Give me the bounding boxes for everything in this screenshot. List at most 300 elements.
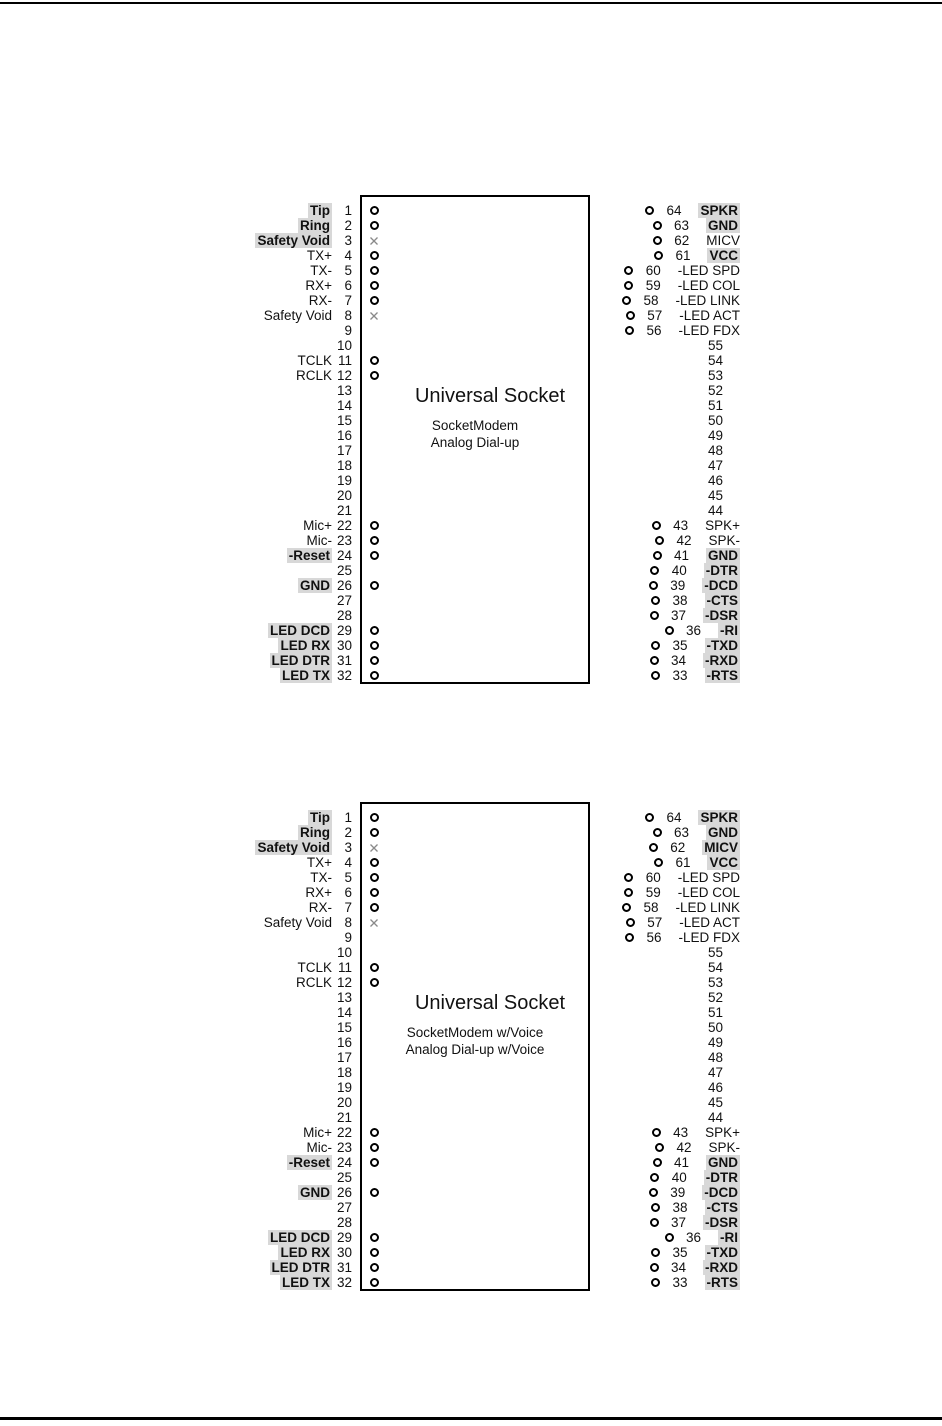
- right-pin-number: 34: [671, 1260, 687, 1275]
- left-pin-label: GND: [300, 578, 330, 593]
- right-pin-number: 57: [647, 915, 663, 930]
- right-pin-number: 48: [708, 1050, 724, 1065]
- pin-row: [200, 1275, 740, 1290]
- right-pin-label: -RXD: [705, 1260, 738, 1275]
- right-pin-label: -DSR: [705, 608, 738, 623]
- pin-row: [200, 960, 740, 975]
- right-pin-number: 61: [675, 248, 691, 263]
- left-pin-number: 2: [344, 825, 352, 840]
- left-pin-label: LED RX: [280, 638, 330, 653]
- left-pin-label: Safety Void: [263, 915, 332, 930]
- right-pin-label: -DCD: [704, 1185, 738, 1200]
- pin-hole-icon: [370, 813, 379, 822]
- left-pin-number: 23: [336, 1140, 352, 1155]
- left-pin-symbol: [352, 1233, 396, 1242]
- pin-x-icon: [369, 236, 379, 246]
- pin-row: [200, 323, 740, 338]
- left-pin-label: RX-: [308, 900, 332, 915]
- left-pin-number: 20: [336, 1095, 352, 1110]
- left-pin-symbol: [352, 1278, 396, 1287]
- pin-row: [200, 1245, 740, 1260]
- pin-row: [200, 1065, 740, 1080]
- pin-hole-icon: [651, 1278, 660, 1287]
- right-pin-label: -CTS: [706, 1200, 738, 1215]
- left-pin-number: 25: [336, 563, 352, 578]
- right-pin-label: -RTS: [706, 1275, 738, 1290]
- pinout-diagram-socketmodem-voice: [200, 802, 740, 1291]
- left-pin-number: 27: [336, 593, 352, 608]
- pin-hole-icon: [645, 206, 654, 215]
- left-pin-number: 10: [336, 945, 352, 960]
- left-pin-symbol: [352, 311, 396, 321]
- pin-hole-icon: [653, 828, 662, 837]
- left-pin-number: 12: [336, 975, 352, 990]
- right-pin-number: 43: [673, 518, 689, 533]
- right-pin-number: 63: [674, 218, 690, 233]
- left-pin-label: LED DTR: [271, 653, 330, 668]
- right-pin-symbol: [634, 641, 678, 650]
- left-pin-number: 17: [336, 1050, 352, 1065]
- pin-row: [200, 218, 740, 233]
- right-pin-label: -RI: [720, 623, 738, 638]
- right-pin-label: SPKR: [700, 203, 738, 218]
- pin-row: [200, 353, 740, 368]
- pin-hole-icon: [370, 206, 379, 215]
- left-pin-symbol: [352, 296, 396, 305]
- left-pin-number: 1: [344, 203, 352, 218]
- right-pin-number: 36: [686, 1230, 702, 1245]
- left-pin-number: 14: [336, 1005, 352, 1020]
- pin-hole-icon: [370, 641, 379, 650]
- right-pin-symbol: [636, 251, 680, 260]
- pin-hole-icon: [665, 1233, 674, 1242]
- left-pin-number: 26: [336, 578, 352, 593]
- pin-row: [200, 885, 740, 900]
- left-pin-symbol: [352, 371, 396, 380]
- right-pin-symbol: [635, 236, 679, 245]
- right-pin-symbol: [631, 581, 675, 590]
- right-pin-number: 34: [671, 653, 687, 668]
- left-pin-number: 22: [336, 518, 352, 533]
- left-pin-label: TX-: [310, 263, 332, 278]
- left-pin-number: 16: [336, 1035, 352, 1050]
- right-pin-label: -LED LINK: [675, 293, 740, 308]
- left-pin-label: RCLK: [295, 368, 332, 383]
- pin-row: [200, 1110, 740, 1125]
- left-pin-symbol: [352, 626, 396, 635]
- left-pin-label: Tip: [310, 203, 330, 218]
- left-pin-number: 31: [336, 1260, 352, 1275]
- socket-subtitle: [360, 1024, 590, 1058]
- right-pin-number: 40: [671, 1170, 687, 1185]
- left-pin-number: 18: [336, 458, 352, 473]
- left-pin-label: RCLK: [295, 975, 332, 990]
- pin-row: [200, 1155, 740, 1170]
- pin-row: [200, 653, 740, 668]
- left-pin-label: RX-: [308, 293, 332, 308]
- right-pin-label: -TXD: [706, 1245, 738, 1260]
- pin-row: [200, 548, 740, 563]
- right-pin-number: 55: [708, 338, 724, 353]
- pin-hole-icon: [653, 1158, 662, 1167]
- right-pin-number: 48: [708, 443, 724, 458]
- pinout-diagram-socketmodem: [200, 195, 740, 684]
- pin-hole-icon: [654, 251, 663, 260]
- pin-row: [200, 308, 740, 323]
- socket-subtitle: [360, 417, 590, 451]
- left-pin-number: 12: [336, 368, 352, 383]
- left-pin-symbol: [352, 1128, 396, 1137]
- pin-row: [200, 1230, 740, 1245]
- left-pin-number: 21: [336, 1110, 352, 1125]
- right-pin-label: VCC: [709, 248, 738, 263]
- pin-row: [200, 293, 740, 308]
- right-pin-symbol: [607, 888, 651, 897]
- left-pin-symbol: [352, 873, 396, 882]
- right-pin-number: 54: [708, 960, 724, 975]
- left-pin-number: 15: [336, 413, 352, 428]
- pin-hole-icon: [645, 813, 654, 822]
- right-pin-symbol: [634, 521, 678, 530]
- pin-hole-icon: [649, 843, 658, 852]
- right-pin-symbol: [636, 858, 680, 867]
- left-pin-symbol: [352, 641, 396, 650]
- right-pin-number: 35: [672, 638, 688, 653]
- pin-hole-icon: [650, 1263, 659, 1272]
- right-pin-symbol: [634, 1128, 678, 1137]
- right-pin-symbol: [627, 813, 671, 822]
- left-pin-number: 27: [336, 1200, 352, 1215]
- right-pin-number: 46: [708, 1080, 724, 1095]
- left-pin-symbol: [352, 963, 396, 972]
- right-pin-label: -LED SPD: [677, 263, 740, 278]
- right-pin-number: 62: [674, 233, 690, 248]
- pin-row: [200, 825, 740, 840]
- left-pin-number: 10: [336, 338, 352, 353]
- right-pin-number: 51: [708, 1005, 724, 1020]
- left-pin-number: 28: [336, 608, 352, 623]
- left-pin-number: 9: [344, 323, 352, 338]
- pin-hole-icon: [370, 828, 379, 837]
- right-pin-number: 43: [673, 1125, 689, 1140]
- left-pin-label: LED TX: [281, 1275, 330, 1290]
- pin-hole-icon: [370, 858, 379, 867]
- left-pin-number: 3: [344, 840, 352, 855]
- left-pin-label: Mic-: [306, 533, 332, 548]
- left-pin-label: RX+: [305, 885, 332, 900]
- right-pin-label: GND: [708, 1155, 738, 1170]
- left-pin-number: 8: [344, 308, 352, 323]
- pin-row: [200, 840, 740, 855]
- pin-hole-icon: [370, 963, 379, 972]
- socket-title: Universal Socket: [414, 992, 566, 1014]
- right-pin-number: 47: [708, 458, 724, 473]
- pin-hole-icon: [370, 536, 379, 545]
- right-pin-number: 61: [675, 855, 691, 870]
- pin-hole-icon: [370, 1263, 379, 1272]
- pin-hole-icon: [370, 626, 379, 635]
- pin-x-icon: [369, 918, 379, 928]
- left-pin-number: 21: [336, 503, 352, 518]
- subtitle-line: Analog Dial-up: [430, 435, 520, 450]
- left-pin-symbol: [352, 656, 396, 665]
- right-pin-label: -DCD: [704, 578, 738, 593]
- right-pin-label: SPK+: [705, 518, 740, 533]
- pin-row: [200, 1125, 740, 1140]
- right-pin-number: 56: [646, 323, 662, 338]
- right-pin-label: -LED FDX: [678, 930, 740, 945]
- left-pin-label: Mic+: [303, 1125, 332, 1140]
- left-pin-number: 7: [344, 900, 352, 915]
- pin-hole-icon: [650, 1173, 659, 1182]
- right-pin-number: 42: [676, 1140, 692, 1155]
- right-pin-number: 62: [670, 840, 686, 855]
- left-pin-symbol: [352, 888, 396, 897]
- pin-hole-icon: [626, 311, 635, 320]
- pin-hole-icon: [653, 551, 662, 560]
- right-pin-symbol: [631, 843, 675, 852]
- pin-hole-icon: [649, 581, 658, 590]
- pin-row: [200, 248, 740, 263]
- right-pin-label: -RTS: [706, 668, 738, 683]
- pin-hole-icon: [624, 281, 633, 290]
- left-pin-label: Tip: [310, 810, 330, 825]
- left-pin-label: LED DCD: [270, 623, 330, 638]
- right-pin-number: 52: [708, 383, 724, 398]
- pin-row: [200, 458, 740, 473]
- left-pin-number: 22: [336, 1125, 352, 1140]
- right-pin-number: 60: [645, 263, 661, 278]
- left-pin-label: Safety Void: [257, 840, 330, 855]
- left-pin-label: Mic+: [303, 518, 332, 533]
- pin-row: [200, 1080, 740, 1095]
- right-pin-label: -LED COL: [677, 278, 740, 293]
- right-pin-number: 45: [708, 1095, 724, 1110]
- pin-row: [200, 1215, 740, 1230]
- left-pin-label: TCLK: [297, 960, 332, 975]
- left-pin-label: Ring: [300, 825, 330, 840]
- right-pin-label: -DSR: [705, 1215, 738, 1230]
- left-pin-symbol: [352, 236, 396, 246]
- right-pin-number: 38: [672, 593, 688, 608]
- pin-hole-icon: [653, 221, 662, 230]
- left-pin-label: TCLK: [297, 353, 332, 368]
- pin-hole-icon: [370, 581, 379, 590]
- right-pin-number: 39: [670, 1185, 686, 1200]
- left-pin-number: 3: [344, 233, 352, 248]
- right-pin-symbol: [632, 1218, 676, 1227]
- right-pin-label: MICV: [704, 840, 738, 855]
- left-pin-number: 20: [336, 488, 352, 503]
- left-pin-number: 31: [336, 653, 352, 668]
- left-pin-label: Safety Void: [257, 233, 330, 248]
- right-pin-label: VCC: [709, 855, 738, 870]
- right-pin-number: 53: [708, 975, 724, 990]
- right-pin-number: 47: [708, 1065, 724, 1080]
- right-pin-symbol: [635, 828, 679, 837]
- left-pin-number: 13: [336, 383, 352, 398]
- left-pin-number: 6: [344, 885, 352, 900]
- left-pin-label: TX-: [310, 870, 332, 885]
- right-pin-number: 53: [708, 368, 724, 383]
- left-pin-symbol: [352, 251, 396, 260]
- pin-row: [200, 518, 740, 533]
- right-pin-symbol: [634, 1278, 678, 1287]
- right-pin-number: 33: [672, 668, 688, 683]
- pin-hole-icon: [650, 566, 659, 575]
- pin-row: [200, 1185, 740, 1200]
- right-pin-symbol: [608, 311, 652, 320]
- pin-hole-icon: [651, 1203, 660, 1212]
- pin-row: [200, 563, 740, 578]
- left-pin-number: 29: [336, 1230, 352, 1245]
- left-pin-number: 19: [336, 1080, 352, 1095]
- pin-hole-icon: [370, 281, 379, 290]
- right-pin-symbol: [607, 281, 651, 290]
- left-pin-symbol: [352, 266, 396, 275]
- left-pin-symbol: [352, 221, 396, 230]
- pin-hole-icon: [370, 1143, 379, 1152]
- right-pin-label: -LED ACT: [679, 915, 740, 930]
- pin-hole-icon: [654, 858, 663, 867]
- left-pin-symbol: [352, 1143, 396, 1152]
- left-pin-symbol: [352, 551, 396, 560]
- right-pin-label: GND: [708, 218, 738, 233]
- left-pin-number: 23: [336, 533, 352, 548]
- left-pin-symbol: [352, 828, 396, 837]
- right-pin-symbol: [637, 536, 681, 545]
- right-pin-number: 52: [708, 990, 724, 1005]
- pin-hole-icon: [622, 296, 631, 305]
- left-pin-number: 4: [344, 248, 352, 263]
- pin-row: [200, 203, 740, 218]
- right-pin-symbol: [634, 1203, 678, 1212]
- pin-row: [200, 638, 740, 653]
- left-pin-label: Safety Void: [263, 308, 332, 323]
- right-pin-symbol: [632, 611, 676, 620]
- pin-row: [200, 533, 740, 548]
- left-pin-number: 8: [344, 915, 352, 930]
- pin-hole-icon: [649, 1188, 658, 1197]
- pin-row: [200, 855, 740, 870]
- pin-row: [200, 593, 740, 608]
- right-pin-symbol: [633, 566, 677, 575]
- left-pin-label: LED TX: [281, 668, 330, 683]
- left-pin-number: 14: [336, 398, 352, 413]
- right-pin-label: SPK-: [708, 533, 740, 548]
- right-pin-number: 59: [645, 278, 661, 293]
- left-pin-symbol: [352, 536, 396, 545]
- left-pin-symbol: [352, 918, 396, 928]
- right-pin-label: -DTR: [705, 563, 738, 578]
- right-pin-label: MICV: [706, 233, 740, 248]
- left-pin-number: 30: [336, 1245, 352, 1260]
- pin-row: [200, 368, 740, 383]
- pin-hole-icon: [652, 521, 661, 530]
- left-pin-label: Mic-: [306, 1140, 332, 1155]
- right-pin-number: 60: [645, 870, 661, 885]
- right-pin-symbol: [604, 903, 648, 912]
- pin-hole-icon: [624, 888, 633, 897]
- right-pin-number: 57: [647, 308, 663, 323]
- right-pin-number: 41: [674, 548, 690, 563]
- left-pin-number: 1: [344, 810, 352, 825]
- right-pin-number: 58: [643, 900, 659, 915]
- pin-row: [200, 503, 740, 518]
- right-pin-number: 54: [708, 353, 724, 368]
- pin-hole-icon: [370, 1233, 379, 1242]
- left-pin-label: Ring: [300, 218, 330, 233]
- pin-row: [200, 623, 740, 638]
- pin-row: [200, 578, 740, 593]
- pin-row: [200, 668, 740, 683]
- right-pin-number: 36: [686, 623, 702, 638]
- left-pin-number: 13: [336, 990, 352, 1005]
- left-pin-label: GND: [300, 1185, 330, 1200]
- pin-x-icon: [369, 311, 379, 321]
- left-pin-number: 4: [344, 855, 352, 870]
- right-pin-number: 58: [643, 293, 659, 308]
- right-pin-symbol: [631, 1188, 675, 1197]
- pin-hole-icon: [370, 221, 379, 230]
- pin-hole-icon: [655, 536, 664, 545]
- left-pin-number: 28: [336, 1215, 352, 1230]
- right-pin-symbol: [607, 326, 651, 335]
- right-pin-symbol: [632, 656, 676, 665]
- pin-hole-icon: [651, 596, 660, 605]
- right-pin-label: -LED COL: [677, 885, 740, 900]
- left-pin-symbol: [352, 813, 396, 822]
- right-pin-number: 38: [672, 1200, 688, 1215]
- pin-hole-icon: [651, 641, 660, 650]
- left-pin-number: 25: [336, 1170, 352, 1185]
- right-pin-number: 51: [708, 398, 724, 413]
- right-pin-symbol: [647, 626, 691, 635]
- pin-hole-icon: [370, 1278, 379, 1287]
- right-pin-number: 59: [645, 885, 661, 900]
- pin-row: [200, 1170, 740, 1185]
- pin-row: [200, 915, 740, 930]
- left-pin-symbol: [352, 858, 396, 867]
- pin-hole-icon: [651, 1248, 660, 1257]
- right-pin-number: 46: [708, 473, 724, 488]
- left-pin-symbol: [352, 356, 396, 365]
- pin-hole-icon: [622, 903, 631, 912]
- pin-row: [200, 473, 740, 488]
- left-pin-number: 19: [336, 473, 352, 488]
- left-pin-number: 9: [344, 930, 352, 945]
- pin-hole-icon: [370, 371, 379, 380]
- left-pin-symbol: [352, 581, 396, 590]
- right-pin-label: GND: [708, 548, 738, 563]
- right-pin-number: 37: [671, 608, 687, 623]
- right-pin-symbol: [634, 596, 678, 605]
- right-pin-number: 50: [708, 413, 724, 428]
- right-pin-symbol: [634, 671, 678, 680]
- pin-hole-icon: [652, 1128, 661, 1137]
- subtitle-line: SocketModem: [431, 418, 519, 433]
- pin-row: [200, 338, 740, 353]
- right-pin-number: 49: [708, 1035, 724, 1050]
- left-pin-label: RX+: [305, 278, 332, 293]
- pin-hole-icon: [370, 671, 379, 680]
- left-pin-symbol: [352, 1248, 396, 1257]
- pin-hole-icon: [624, 873, 633, 882]
- left-pin-number: 32: [336, 1275, 352, 1290]
- left-pin-symbol: [352, 903, 396, 912]
- pin-hole-icon: [370, 1248, 379, 1257]
- right-pin-symbol: [635, 1158, 679, 1167]
